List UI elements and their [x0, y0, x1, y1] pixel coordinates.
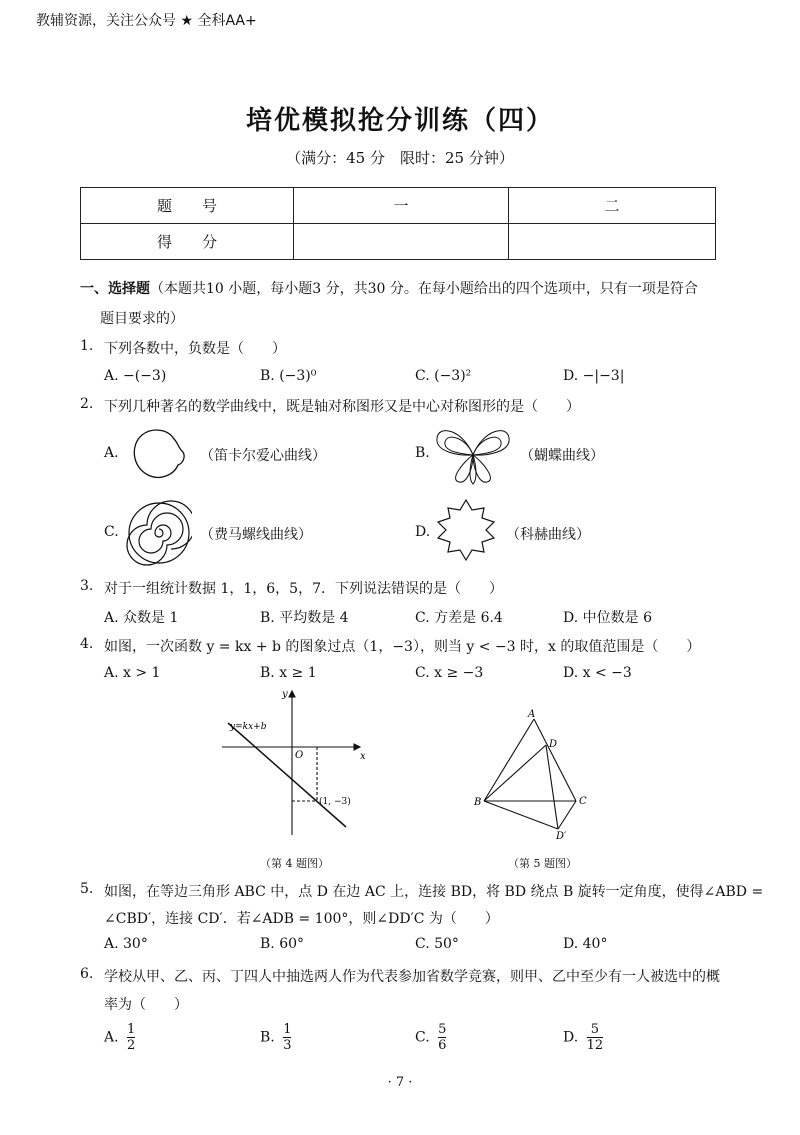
option-b[interactable]: B. (−3)⁰ — [260, 368, 317, 384]
figure-caption: （第 5 题图） — [508, 857, 577, 870]
figure-caption: （第 4 题图） — [260, 857, 329, 870]
option-c[interactable]: C. 50° — [415, 936, 459, 952]
option-d[interactable]: D. x < −3 — [563, 665, 632, 681]
figure-4-graph — [220, 685, 380, 845]
question-number: 5. — [80, 881, 94, 897]
point-label: D — [549, 739, 558, 750]
table-row — [81, 224, 716, 260]
page-title: 培优模拟抢分训练（四） — [245, 106, 554, 136]
option-d[interactable]: D. — [415, 524, 431, 540]
question-stem: 如图，在等边三角形 ABC 中，点 D 在边 AC 上，连接 BD，将 BD 绕点 B 旋转一定角度，使得∠ABD = — [104, 884, 764, 900]
y-axis-label: y — [282, 689, 288, 700]
table-cell: 二 — [509, 188, 716, 224]
option-a[interactable]: A. — [104, 445, 119, 461]
option-c[interactable]: C. — [104, 524, 119, 540]
option-d[interactable] — [563, 1022, 603, 1053]
question-stem: 对于一组统计数据 1，1，6，5，7．下列说法错误的是（ ） — [104, 581, 503, 597]
fraction — [127, 1022, 135, 1053]
point-label: D′ — [556, 831, 567, 842]
table-cell: 一 — [294, 188, 509, 224]
butterfly-curve-figure — [433, 420, 513, 490]
section-desc-cont: 题目要求的） — [100, 311, 184, 327]
fraction — [283, 1022, 291, 1053]
option-c[interactable]: C. x ≥ −3 — [415, 665, 484, 681]
x-axis-arrow-icon — [354, 744, 360, 750]
option-b[interactable]: B. x ≥ 1 — [260, 665, 317, 681]
page-subtitle: （满分：45 分 限时：25 分钟） — [286, 149, 514, 167]
curve-name: （科赫曲线） — [506, 527, 590, 543]
point-label: A — [528, 709, 536, 720]
figure-5-triangle — [470, 705, 600, 845]
fraction — [587, 1022, 604, 1053]
koch-curve-figure — [432, 496, 500, 564]
option-letter: D. — [563, 1029, 579, 1046]
score-input-cell[interactable] — [509, 224, 716, 260]
line-label: y=kx+b — [230, 722, 267, 732]
numerator: 5 — [590, 1022, 600, 1037]
option-c[interactable] — [415, 1022, 446, 1053]
score-table — [80, 187, 716, 260]
section-title: 一、选择题 — [80, 281, 150, 297]
question-number: 3. — [80, 578, 94, 594]
option-a[interactable] — [104, 1022, 135, 1053]
table-row — [81, 188, 716, 224]
option-a[interactable]: A. −(−3) — [104, 368, 167, 384]
numerator: 1 — [283, 1022, 292, 1037]
curve-name: （笛卡尔爱心曲线） — [200, 448, 326, 464]
question-number: 4. — [80, 636, 94, 652]
option-b[interactable]: B. — [415, 445, 430, 461]
point-label: C — [579, 796, 587, 807]
option-letter: A. — [104, 1029, 119, 1046]
denominator: 12 — [586, 1038, 604, 1053]
header-note: 教辅资源，关注公众号 ★ 全科AA+ — [36, 13, 257, 29]
table-cell: 题 号 — [81, 188, 294, 224]
question-stem-cont: ∠CBD′，连接 CD′．若∠ADB = 100°，则∠DD′C 为（ ） — [104, 911, 499, 927]
option-a[interactable]: A. x > 1 — [104, 665, 161, 681]
question-stem-cont: 率为（ ） — [104, 997, 188, 1013]
option-letter: C. — [415, 1029, 430, 1046]
numerator: 1 — [127, 1022, 136, 1037]
x-axis-label: x — [360, 751, 366, 762]
question-stem: 下列几种著名的数学曲线中，既是轴对称图形又是中心对称图形的是（ ） — [104, 399, 580, 415]
page-number: · 7 · — [387, 1075, 413, 1090]
denominator: 2 — [127, 1038, 136, 1053]
curve-name: （蝴蝶曲线） — [520, 448, 604, 464]
option-c[interactable]: C. (−3)² — [415, 368, 472, 384]
section-heading — [80, 278, 698, 298]
score-input-cell[interactable] — [294, 224, 509, 260]
question-stem: 学校从甲、乙、丙、丁四人中抽选两人作为代表参加省数学竞赛，则甲、乙中至少有一人被选中的概 — [104, 969, 720, 985]
question-number: 2. — [80, 396, 94, 412]
origin-label: O — [295, 750, 304, 761]
point-label: B — [474, 797, 482, 808]
question-stem: 如图，一次函数 y = kx + b 的图象过点（1，−3），则当 y < −3 时，x 的取值范围是（ ） — [104, 639, 701, 655]
cardioid-curve-figure — [128, 425, 188, 480]
option-c[interactable]: C. 方差是 6.4 — [415, 610, 503, 626]
denominator: 6 — [438, 1038, 447, 1053]
fermat-spiral-figure — [126, 500, 192, 566]
option-d[interactable]: D. 40° — [563, 936, 608, 952]
question-stem: 下列各数中，负数是（ ） — [104, 341, 286, 357]
option-a[interactable]: A. 众数是 1 — [104, 610, 179, 626]
option-b[interactable] — [260, 1022, 291, 1053]
y-axis-arrow-icon — [289, 691, 295, 697]
option-d[interactable]: D. 中位数是 6 — [563, 610, 652, 626]
option-a[interactable]: A. 30° — [104, 936, 148, 952]
denominator: 3 — [283, 1038, 292, 1053]
option-letter: B. — [260, 1029, 275, 1046]
option-b[interactable]: B. 60° — [260, 936, 305, 952]
option-b[interactable]: B. 平均数是 4 — [260, 610, 349, 626]
question-number: 6. — [80, 966, 94, 982]
function-line — [228, 723, 346, 827]
option-d[interactable]: D. −|−3| — [563, 368, 625, 384]
question-number: 1. — [80, 338, 94, 354]
point-label: (1, −3) — [319, 797, 351, 807]
fraction — [438, 1022, 446, 1053]
section-desc: （本题共10 小题，每小题3 分，共30 分。在每小题给出的四个选项中，只有一项是符合 — [150, 281, 698, 297]
table-cell: 得 分 — [81, 224, 294, 260]
curve-name: （费马螺线曲线） — [200, 527, 312, 543]
numerator: 5 — [438, 1022, 447, 1037]
